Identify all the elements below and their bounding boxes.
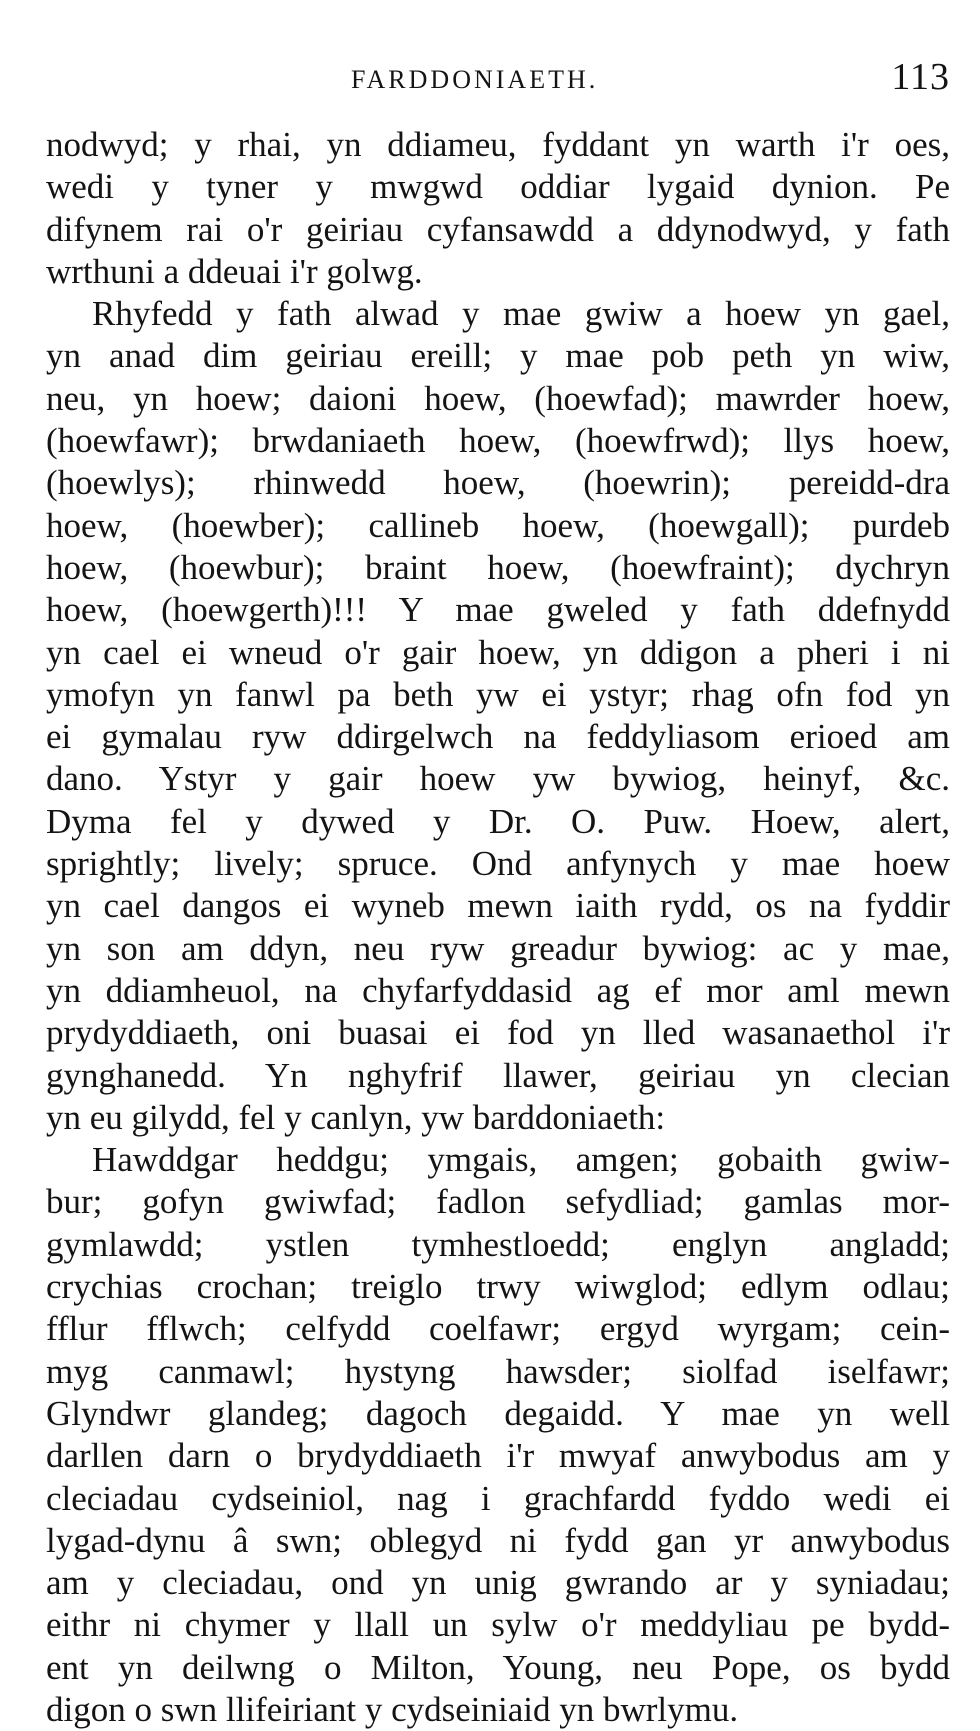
text-line: (hoewlys); rhinwedd hoew, (hoewrin); pereidd-dra (46, 463, 950, 503)
text-line: Rhyfedd y fath alwad y mae gwiw a hoew yn gael, (92, 294, 950, 334)
text-line: lygad-dynu â swn; oblegyd ni fydd gan yr anwybodus (46, 1520, 950, 1560)
text-line: wrthuni a ddeuai i'r golwg. (46, 251, 423, 291)
text-line: fflur fflwch; celfydd coelfawr; ergyd wyrgam; cein- (46, 1309, 950, 1349)
running-head (46, 55, 950, 105)
text-line: yn ddiamheuol, na chyfarfyddasid ag ef mor aml mewn (46, 970, 950, 1010)
text-line: sprightly; lively; spruce. Ond anfynych y mae hoew (46, 844, 950, 884)
text-line: Hawddgar heddgu; ymgais, amgen; gobaith gwiw- (92, 1140, 950, 1180)
text-line: bur; gofyn gwiwfad; fadlon sefydliad; gamlas mor- (46, 1182, 950, 1222)
text-line: yn eu gilydd, fel y canlyn, yw barddoniaeth: (46, 1097, 666, 1137)
running-title: FARDDONIAETH. (351, 65, 599, 94)
text-line: hoew, (hoewgerth)!!! Y mae gweled y fath ddefnydd (46, 590, 950, 630)
text-line: myg canmawl; hystyng hawsder; siolfad iselfawr; (46, 1351, 950, 1391)
text-line: yn anad dim geiriau ereill; y mae pob peth yn wiw, (46, 336, 950, 376)
text-line: dano. Ystyr y gair hoew yw bywiog, heinyf, &c. (46, 759, 950, 799)
text-line: hoew, (hoewbur); braint hoew, (hoewfraint); dychryn (46, 547, 950, 587)
body-text (46, 124, 950, 1731)
text-line: Dyma fel y dywed y Dr. O. Puw. Hoew, alert, (46, 801, 950, 841)
text-line: yn cael ei wneud o'r gair hoew, yn ddigon a pheri i ni (46, 632, 950, 672)
text-line: ent yn deilwng o Milton, Young, neu Pope, os bydd (46, 1647, 950, 1687)
text-line: hoew, (hoewber); callineb hoew, (hoewgall); purdeb (46, 505, 950, 545)
text-line: ymofyn yn fanwl pa beth yw ei ystyr; rhag ofn fod yn (46, 674, 950, 714)
paragraph-3 (46, 1139, 950, 1731)
text-line: darllen darn o brydyddiaeth i'r mwyaf anwybodus am y (46, 1436, 950, 1476)
text-line: neu, yn hoew; daioni hoew, (hoewfad); mawrder hoew, (46, 378, 950, 418)
text-line: cleciadau cydseiniol, nag i grachfardd fyddo wedi ei (46, 1478, 950, 1518)
text-line: digon o swn llifeiriant y cydseiniaid yn bwrlymu. (46, 1689, 739, 1729)
text-line: difynem rai o'r geiriau cyfansawdd a ddynodwyd, y fath (46, 209, 950, 249)
text-line: ei gymalau ryw ddirgelwch na feddyliasom erioed am (46, 717, 950, 757)
text-line: gynghanedd. Yn nghyfrif llawer, geiriau yn clecian (46, 1055, 950, 1095)
paragraph-1 (46, 124, 950, 293)
text-line: gymlawdd; ystlen tymhestloedd; englyn angladd; (46, 1224, 950, 1264)
paragraph-2 (46, 293, 950, 1139)
text-line: Glyndwr glandeg; dagoch degaidd. Y mae yn well (46, 1393, 950, 1433)
text-line: crychias crochan; treiglo trwy wiwglod; edlym odlau; (46, 1267, 950, 1307)
text-line: yn son am ddyn, neu ryw greadur bywiog: ac y mae, (46, 928, 950, 968)
text-line: eithr ni chymer y llall un sylw o'r meddyliau pe bydd- (46, 1605, 950, 1645)
text-line: yn cael dangos ei wyneb mewn iaith rydd, os na fyddir (46, 886, 950, 926)
text-line: (hoewfawr); brwdaniaeth hoew, (hoewfrwd); llys hoew, (46, 421, 950, 461)
text-line: prydyddiaeth, oni buasai ei fod yn lled wasanaethol i'r (46, 1013, 950, 1053)
page-number: 113 (891, 56, 950, 98)
text-line: wedi y tyner y mwgwd oddiar lygaid dynion. Pe (46, 167, 950, 207)
text-line: am y cleciadau, ond yn unig gwrando ar y syniadau; (46, 1563, 950, 1603)
text-line: nodwyd; y rhai, yn ddiameu, fyddant yn warth i'r oes, (46, 125, 950, 164)
